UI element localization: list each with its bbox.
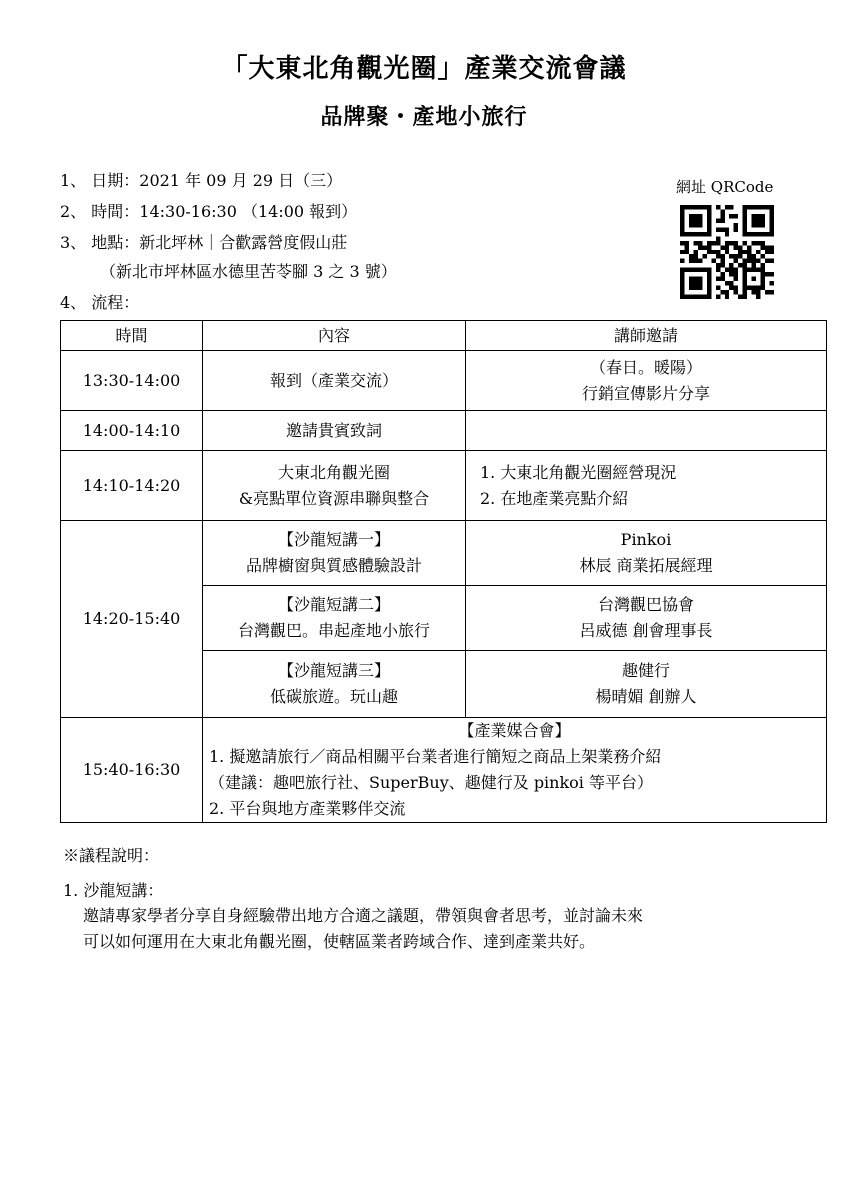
page-subtitle: 品牌聚・產地小旅行 (320, 105, 528, 130)
header-content: 內容 (203, 321, 466, 351)
note-item-title: 1. 沙龍短講： (63, 881, 164, 900)
qr-code-icon[interactable] (680, 205, 774, 299)
table-row (61, 351, 827, 411)
info-date: 1、 日期：2021 年 09 月 29 日（三） (60, 171, 343, 190)
header-time: 時間 (61, 321, 203, 351)
table-header-row (61, 321, 827, 351)
notes-heading: ※議程說明： (63, 846, 160, 865)
content-heading: 【產業媒合會】 (458, 721, 571, 740)
row-content: 邀請貴賓致詞 (203, 411, 466, 451)
speaker-line: 趣健行 (621, 661, 670, 680)
note-line: 可以如何運用在大東北角觀光圈，使轄區業者跨域合作、達到產業共好。 (83, 932, 596, 951)
row-time: 15:40-16:30 (61, 718, 203, 823)
info-flow: 4、 流程： (60, 293, 140, 312)
row-content (203, 521, 466, 586)
content-line: 大東北角觀光圈 (277, 462, 390, 482)
table-row (61, 411, 827, 451)
qr-label: 網址 QRCode (676, 178, 774, 196)
schedule-table (60, 320, 827, 823)
note-item-body (83, 903, 823, 955)
content-line: &亮點單位資源串聯與整合 (238, 488, 430, 508)
row-speaker (466, 521, 827, 586)
table-row (61, 451, 827, 521)
content-line: 【沙龍短講二】 (277, 595, 390, 614)
row-content (203, 451, 466, 521)
speaker-line: 台灣觀巴協會 (597, 595, 694, 614)
row-speaker (466, 351, 827, 411)
header-speaker: 講師邀請 (466, 321, 827, 351)
content-line: 2. 平台與地方產業夥伴交流 (209, 799, 406, 818)
row-time: 14:10-14:20 (61, 451, 203, 521)
row-content (203, 586, 466, 651)
row-speaker (466, 586, 827, 651)
info-address: （新北市坪林區水德里苦苓腳 3 之 3 號） (100, 262, 397, 281)
speaker-line: 楊晴媚 創辦人 (595, 687, 697, 706)
row-time: 13:30-14:00 (61, 351, 203, 411)
content-line: 台灣觀巴。串起產地小旅行 (237, 621, 430, 640)
info-time: 2、 時間：14:30-16:30 （14:00 報到） (60, 202, 358, 221)
speaker-line: 2. 在地產業亮點介紹 (480, 488, 629, 508)
row-content (203, 718, 827, 823)
page-title: 「大東北角觀光圈」產業交流會議 (221, 54, 627, 84)
info-place: 3、 地點：新北坪林｜合歡露營度假山莊 (60, 233, 348, 252)
table-row (61, 718, 827, 823)
speaker-line: 1. 大東北角觀光圈經營現況 (480, 462, 677, 482)
row-content: 報到（產業交流） (203, 351, 466, 411)
table-row (61, 521, 827, 586)
content-line: 【沙龍短講三】 (277, 661, 390, 680)
row-speaker-empty (466, 411, 827, 451)
row-time: 14:20-15:40 (61, 521, 203, 718)
content-line: 【沙龍短講一】 (277, 530, 390, 549)
speaker-line: 呂威德 創會理事長 (579, 621, 713, 640)
content-line: 低碳旅遊。玩山趣 (269, 687, 398, 706)
content-line: （建議：趣吧旅行社、SuperBuy、趣健行及 pinkoi 等平台） (209, 773, 654, 792)
note-line: 邀請專家學者分享自身經驗帶出地方合適之議題，帶領與會者思考，並討論未來 (83, 906, 644, 925)
row-time: 14:00-14:10 (61, 411, 203, 451)
speaker-line: 林辰 商業拓展經理 (579, 556, 713, 575)
row-speaker (466, 451, 827, 521)
row-content (203, 651, 466, 718)
content-line: 品牌櫥窗與質感體驗設計 (245, 556, 422, 575)
speaker-line: （春日。暖陽） (589, 357, 702, 377)
content-line: 1. 擬邀請旅行／商品相關平台業者進行簡短之商品上架業務介紹 (209, 747, 662, 766)
speaker-line: 行銷宣傳影片分享 (581, 383, 710, 403)
speaker-line: Pinkoi (620, 530, 672, 549)
row-speaker (466, 651, 827, 718)
